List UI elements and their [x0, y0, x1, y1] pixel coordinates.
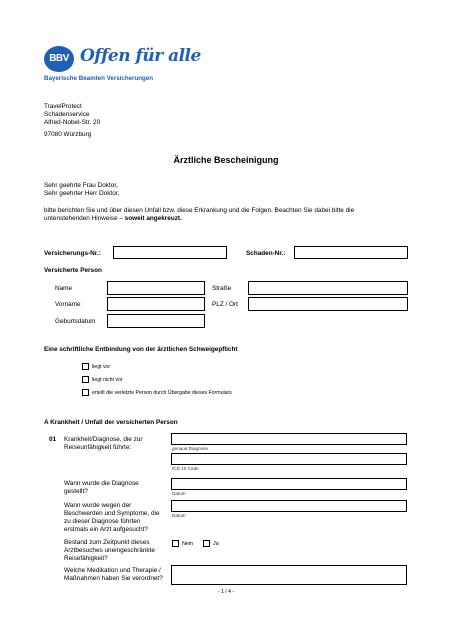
- plz-ort-field[interactable]: [248, 297, 408, 311]
- intro-line-2: [44, 215, 182, 223]
- schweigepflicht-checkbox-liegt-nicht-vor[interactable]: [82, 376, 89, 383]
- q1-line-2: Reiseunfähigkeit führte:: [64, 444, 132, 451]
- diagnose-datum-sublabel: Datum: [172, 491, 186, 496]
- schweigepflicht-checkbox-erteilt[interactable]: [82, 389, 89, 396]
- address-line-3: Alfred-Nobel-Str. 20: [44, 119, 101, 126]
- q5-line-2: Maßnahmen haben Sie verordnet?: [64, 575, 163, 582]
- schweigepflicht-checkbox-liegt-vor[interactable]: [82, 363, 89, 370]
- q4-line-3: Reisefähigkeit?: [64, 555, 108, 562]
- q1-line-1: Krankheit/Diagnose, die zur: [64, 436, 143, 443]
- icd-code-sublabel: ICD 10 Code: [172, 466, 199, 471]
- reisefaehigkeit-checkbox-ja[interactable]: [203, 540, 210, 547]
- name-label: Name: [55, 285, 73, 292]
- vorname-field[interactable]: [107, 297, 205, 311]
- diagnose-sublabel: genaue Diagnose: [172, 446, 209, 451]
- medikation-field[interactable]: [171, 565, 407, 585]
- arztbesuch-datum-field[interactable]: [171, 500, 407, 512]
- salutation-line-2: Sehr geehrter Herr Doktor,: [44, 190, 120, 197]
- address-line-1: TravelProtect: [44, 103, 82, 110]
- q3-line-4: erstmals ein Arzt aufgesucht?: [64, 526, 148, 533]
- schaden-nr-label: Schaden-Nr.:: [246, 250, 286, 257]
- reisefaehigkeit-ja-label: Ja: [213, 541, 219, 547]
- geburtsdatum-label: Geburtsdatum: [55, 318, 96, 325]
- versicherungs-nr-field[interactable]: [113, 246, 227, 259]
- icd-code-field[interactable]: [171, 453, 407, 465]
- q3-line-2: Beschwerden und Symptome, die: [64, 510, 160, 517]
- intro-line-1: bitte berichten Sie und über diesen Unfall bzw. diese Erkrankung und die Folgen. Beachten Sie dabei bitte die: [44, 207, 355, 214]
- schweigepflicht-option-liegt-vor: liegt vor: [92, 364, 111, 370]
- reisefaehigkeit-checkbox-nein[interactable]: [172, 540, 179, 547]
- plz-ort-label: PLZ / Ort: [212, 301, 238, 308]
- q5-line-1: Welche Medikation und Therapie /: [64, 567, 161, 574]
- q4-line-1: Bestand zum Zeitpunkt dieses: [64, 539, 150, 546]
- schweigepflicht-option-erteilt: erteilt die verletzte Person durch Übergabe dieses Formulars: [92, 390, 232, 396]
- schweigepflicht-heading: Eine schriftliche Entbindung von der ärztlichen Schweigepflicht: [44, 346, 238, 353]
- salutation-line-1: Sehr geehrte Frau Doktor,: [44, 182, 118, 189]
- q4-line-2: Arztbesuches uneingeschränkte: [64, 547, 155, 554]
- diagnose-datum-field[interactable]: [171, 478, 407, 490]
- schaden-nr-field[interactable]: [294, 246, 408, 259]
- name-field[interactable]: [107, 281, 205, 295]
- q3-line-1: Wann wurde wegen der: [64, 502, 132, 509]
- arztbesuch-datum-sublabel: Datum: [172, 513, 186, 518]
- address-city: 97080 Würzburg: [44, 131, 92, 138]
- bbv-logo-badge: BBV: [44, 46, 74, 72]
- reisefaehigkeit-nein-label: Nein: [182, 541, 194, 547]
- vorname-label: Vorname: [55, 301, 81, 308]
- strasse-label: Straße: [212, 285, 232, 292]
- schweigepflicht-option-liegt-nicht-vor: liegt nicht vor: [92, 377, 123, 383]
- address-line-2: Schadenservice: [44, 111, 90, 118]
- versicherungs-nr-label: Versicherungs-Nr.:: [44, 250, 101, 257]
- section-a-heading: A Krankheit / Unfall der versicherten Person: [44, 419, 178, 426]
- intro-line-2-bold: soweit angekreuzt.: [124, 215, 182, 222]
- strasse-field[interactable]: [248, 281, 408, 295]
- q2-line-1: Wann wurde die Diagnose: [64, 480, 139, 487]
- geburtsdatum-field[interactable]: [107, 314, 205, 328]
- diagnose-field[interactable]: [171, 433, 407, 445]
- question-number: 01: [49, 436, 57, 443]
- person-heading: Versicherte Person: [44, 267, 102, 274]
- logo-slogan: Offen für alle: [80, 46, 201, 66]
- intro-line-2-text: untenstehenden Hinweise –: [44, 215, 125, 222]
- q3-line-3: zu dieser Diagnose führten: [64, 518, 141, 525]
- logo-company: Bayerische Beamten Versicherungen: [44, 75, 154, 82]
- q2-line-2: gestellt?: [64, 488, 88, 495]
- page-title: Ärztliche Bescheinigung: [173, 155, 279, 165]
- page-number: - 1 / 4 -: [217, 589, 235, 595]
